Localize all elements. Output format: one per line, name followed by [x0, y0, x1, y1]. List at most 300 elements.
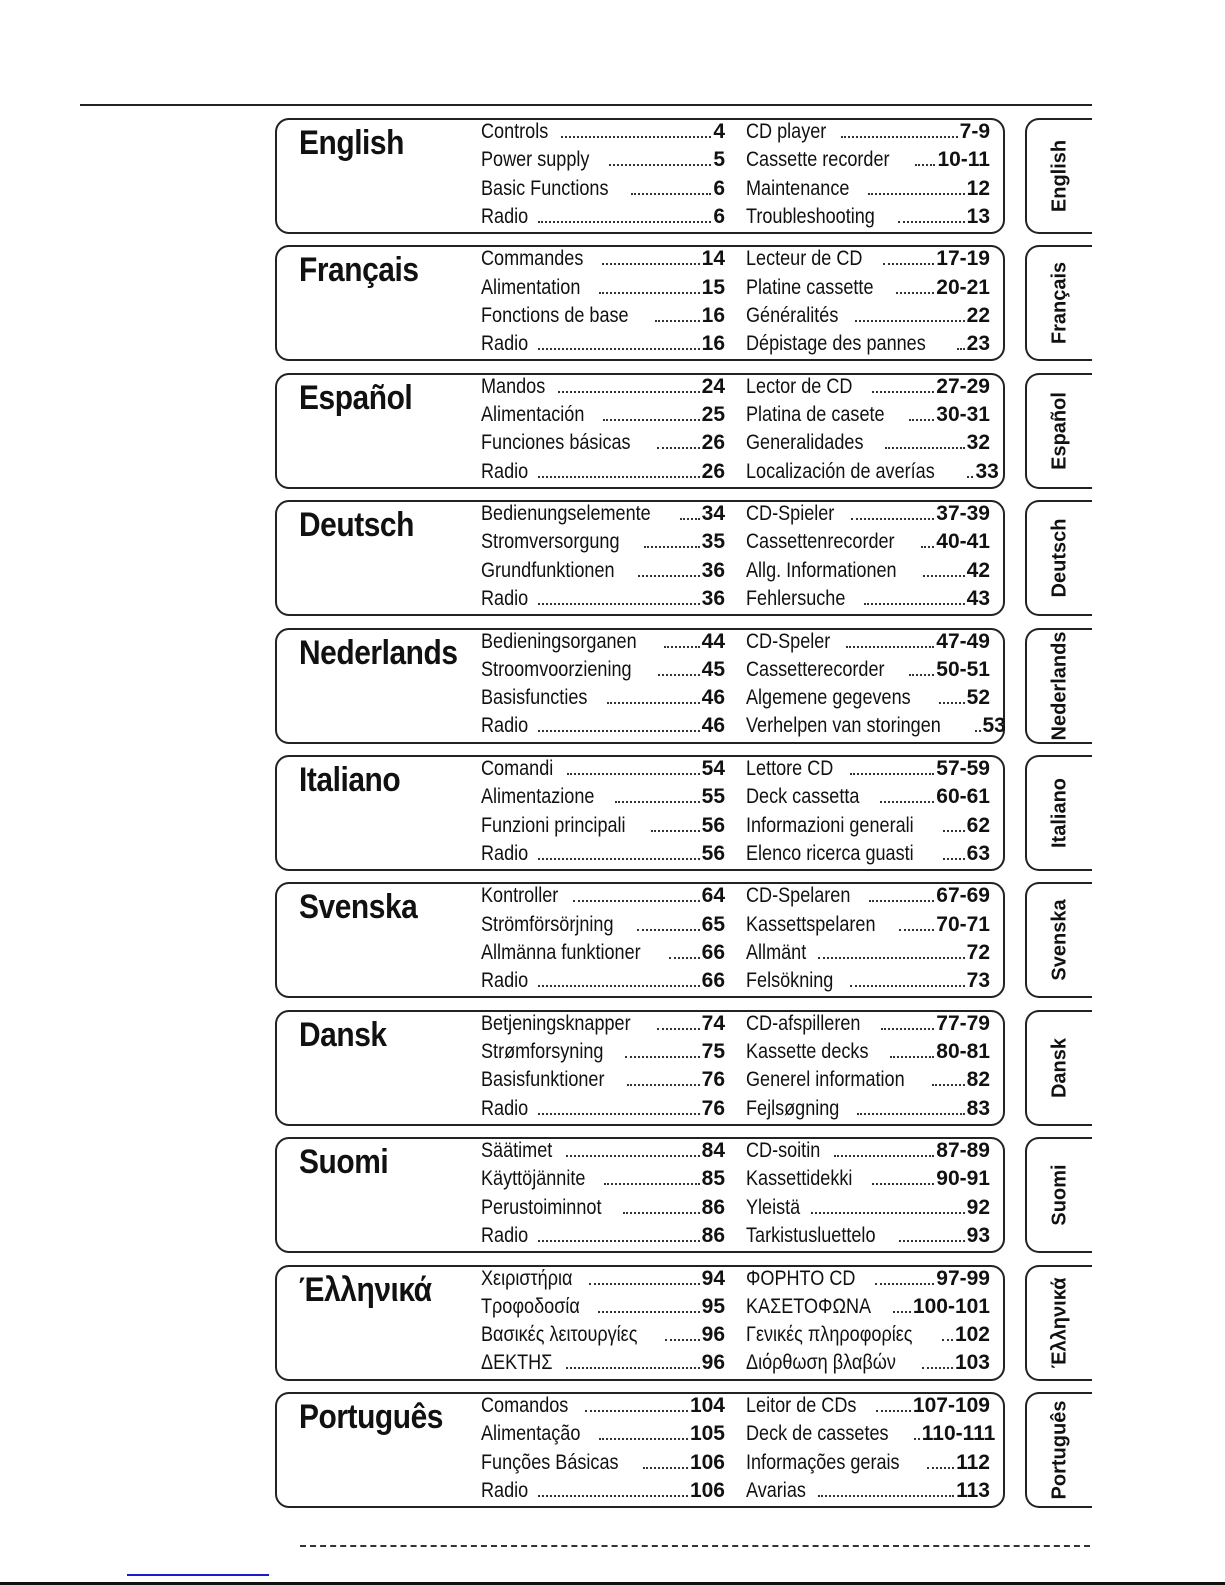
entry-page: 45	[701, 657, 725, 681]
toc-entry	[481, 177, 725, 205]
language-title: Português	[299, 1398, 443, 1436]
language-section	[275, 500, 1005, 616]
language-title: Dansk	[299, 1015, 387, 1054]
dot-leader	[604, 1183, 699, 1185]
tab-label: Italiano	[1048, 777, 1070, 849]
language-thumb-tab	[1025, 245, 1092, 361]
toc-column	[481, 502, 725, 615]
toc-entry	[481, 247, 725, 275]
toc-entry	[746, 459, 999, 488]
entry-page: 12	[966, 176, 990, 200]
dot-leader	[864, 603, 965, 605]
dot-leader	[942, 1339, 953, 1341]
entry-page: 72	[966, 940, 990, 964]
dot-leader	[599, 1438, 688, 1440]
entry-label: Allmänt	[746, 940, 807, 964]
language-section	[275, 1265, 1005, 1381]
toc-entry	[481, 304, 725, 332]
tab-label: Deutsch	[1048, 518, 1070, 598]
toc-entry	[746, 658, 990, 686]
tab-label: English	[1048, 139, 1070, 213]
dot-leader	[927, 1467, 955, 1469]
toc-entry	[746, 1394, 990, 1422]
dot-leader	[538, 348, 700, 350]
entry-page: 104	[689, 1394, 725, 1417]
dot-leader	[915, 164, 936, 166]
language-title: English	[299, 124, 404, 162]
entry-label: Radio	[481, 1478, 529, 1502]
toc-column	[746, 1139, 990, 1252]
toc-entry	[746, 686, 990, 714]
dot-leader	[967, 476, 973, 478]
entry-page: 100-101	[912, 1294, 990, 1318]
entry-label: Yleistä	[746, 1195, 801, 1219]
entry-label: Generel information	[746, 1068, 905, 1092]
entry-label: Cassettenrecorder	[746, 530, 895, 554]
toc-entry	[481, 403, 725, 431]
top-rule	[80, 104, 1092, 106]
entry-page: 30-31	[936, 403, 990, 427]
entry-label: Strömförsörjning	[481, 912, 614, 936]
entry-page: 24	[701, 374, 725, 398]
toc-entry	[481, 686, 725, 714]
dot-leader	[914, 1438, 920, 1440]
dot-leader	[561, 136, 711, 138]
toc-entry	[746, 148, 990, 176]
entry-label: Stromversorgung	[481, 530, 620, 554]
entry-label: CD-Speler	[746, 629, 831, 653]
toc-entry	[746, 1479, 990, 1507]
dot-leader	[909, 419, 934, 421]
entry-page: 95	[701, 1294, 725, 1318]
entry-label: Γενικές πληροφορίες	[746, 1323, 913, 1347]
dot-leader	[655, 320, 700, 322]
dot-leader	[857, 1113, 965, 1115]
entry-label: Funzioni principali	[481, 813, 626, 837]
toc-entry	[746, 1351, 990, 1379]
dot-leader	[538, 221, 711, 223]
toc-entry	[481, 530, 725, 558]
dot-leader	[975, 730, 981, 732]
dot-leader	[567, 773, 700, 775]
entry-label: Fejlsøgning	[746, 1096, 840, 1120]
entry-label: Kassettspelaren	[746, 912, 876, 936]
dot-leader	[899, 929, 935, 931]
dot-leader	[841, 136, 957, 138]
entry-page: 13	[966, 204, 990, 228]
toc-entry	[746, 276, 990, 304]
toc-entry	[746, 431, 990, 459]
entry-label: Comandos	[481, 1394, 569, 1417]
entry-page: 43	[966, 587, 990, 611]
entry-label: Elenco ricerca guasti	[746, 841, 914, 865]
toc-entry	[481, 913, 725, 941]
dot-leader	[566, 1155, 700, 1157]
toc-entry	[481, 969, 725, 997]
toc-entry	[746, 1167, 990, 1195]
entry-page: 27-29	[936, 374, 990, 398]
dot-leader	[855, 320, 964, 322]
toc-entry	[746, 1139, 990, 1167]
toc-column	[481, 247, 725, 360]
entry-page: 76	[701, 1068, 725, 1092]
entry-page: 26	[701, 459, 725, 483]
entry-page: 54	[701, 757, 725, 780]
language-thumb-tab	[1025, 373, 1092, 489]
entry-page: 14	[701, 247, 725, 271]
toc-entry	[481, 502, 725, 530]
entry-page: 73	[966, 969, 990, 993]
entry-page: 52	[966, 686, 990, 710]
entry-label: Leitor de CDs	[746, 1394, 857, 1417]
toc-entry	[481, 1196, 725, 1224]
entry-page: 84	[701, 1139, 725, 1163]
dot-leader	[872, 1183, 935, 1185]
dot-leader	[573, 900, 700, 902]
toc-entry	[481, 332, 725, 360]
entry-page: 112	[956, 1450, 990, 1474]
toc-entry	[746, 332, 990, 360]
entry-label: Lecteur de CD	[746, 247, 863, 271]
entry-page: 64	[701, 884, 725, 908]
dot-leader	[657, 1028, 700, 1030]
entry-label: Platine cassette	[746, 275, 874, 299]
entry-label: Radio	[481, 587, 529, 611]
dot-leader	[658, 674, 700, 676]
toc-entry	[481, 785, 725, 813]
dot-leader	[893, 1311, 911, 1313]
entry-label: ΦΟΡΗΤΟ CD	[746, 1266, 856, 1290]
dot-leader	[603, 419, 699, 421]
toc-column	[746, 502, 990, 615]
entry-label: Généralités	[746, 303, 839, 327]
entry-page: 62	[966, 813, 990, 837]
entry-label: Commandes	[481, 247, 584, 271]
entry-page: 75	[701, 1040, 725, 1064]
entry-label: Radio	[481, 841, 529, 865]
entry-label: Cassetterecorder	[746, 657, 885, 681]
dot-leader	[615, 801, 700, 803]
language-thumb-tab	[1025, 1010, 1092, 1126]
entry-label: Χειριστήρια	[481, 1266, 573, 1290]
entry-page: 93	[966, 1224, 990, 1248]
entry-label: Alimentazione	[481, 785, 595, 809]
toc-entry	[481, 375, 725, 403]
entry-page: 74	[701, 1011, 725, 1035]
language-section	[275, 118, 1005, 234]
toc-entry	[746, 714, 1006, 742]
entry-label: Käyttöjännite	[481, 1167, 586, 1191]
toc-entry	[746, 969, 990, 997]
entry-label: Stroomvoorziening	[481, 657, 632, 681]
toc-entry	[481, 1394, 725, 1422]
dot-leader	[607, 702, 700, 704]
dot-leader	[869, 900, 934, 902]
dot-leader	[923, 575, 965, 577]
toc-entry	[746, 530, 990, 558]
dot-leader	[599, 292, 700, 294]
dot-leader	[881, 1028, 934, 1030]
dot-leader	[880, 801, 934, 803]
dot-leader	[898, 221, 965, 223]
toc-entry	[746, 1040, 990, 1068]
entry-label: Betjeningsknapper	[481, 1011, 631, 1035]
dot-leader	[623, 1212, 700, 1214]
language-section	[275, 755, 1005, 871]
toc-entry	[481, 658, 725, 686]
toc-entry	[746, 1295, 990, 1323]
entry-label: Τροφοδοσία	[481, 1294, 580, 1318]
entry-page: 67-69	[936, 884, 990, 908]
toc-column	[481, 630, 725, 743]
entry-page: 46	[701, 714, 725, 738]
dot-leader	[665, 1339, 700, 1341]
entry-page: 33	[975, 459, 999, 483]
dot-leader	[834, 1155, 934, 1157]
language-section	[275, 245, 1005, 361]
toc-entry	[481, 814, 725, 842]
toc-entry	[746, 1012, 990, 1040]
tab-label: Dansk	[1048, 1037, 1070, 1098]
entry-label: Basisfuncties	[481, 686, 588, 710]
toc-entry	[481, 1068, 725, 1096]
toc-column	[481, 375, 725, 488]
toc-entry	[481, 1267, 725, 1295]
entry-label: Felsökning	[746, 969, 834, 993]
entry-page: 86	[701, 1224, 725, 1248]
entry-label: Kassettidekki	[746, 1167, 853, 1191]
toc-column	[746, 1012, 990, 1125]
toc-entry	[746, 913, 990, 941]
entry-page: 96	[701, 1351, 725, 1375]
entry-label: Fehlersuche	[746, 587, 846, 611]
entry-page: 7-9	[959, 120, 990, 143]
dot-leader	[538, 603, 700, 605]
entry-page: 50-51	[936, 657, 990, 681]
toc-entry	[481, 276, 725, 304]
toc-entry	[746, 1196, 990, 1224]
toc-entry	[481, 1351, 725, 1379]
entry-page: 107-109	[912, 1394, 990, 1417]
dot-leader	[669, 957, 700, 959]
entry-label: Deck de cassetes	[746, 1422, 889, 1446]
toc-column	[481, 120, 725, 233]
entry-label: Radio	[481, 1224, 529, 1248]
dot-leader	[680, 518, 699, 520]
entry-page: 6	[713, 176, 725, 200]
dot-leader	[585, 1410, 688, 1412]
toc-entry	[746, 785, 990, 813]
dot-leader	[811, 1212, 965, 1214]
entry-page: 22	[966, 303, 990, 327]
entry-label: Alimentação	[481, 1422, 581, 1446]
language-title: Français	[299, 251, 419, 290]
toc-entry	[746, 205, 990, 233]
dot-leader	[875, 1283, 934, 1285]
entry-page: 35	[701, 530, 725, 554]
dot-leader	[922, 1367, 953, 1369]
language-thumb-tab	[1025, 882, 1092, 998]
toc-entry	[481, 1422, 725, 1450]
toc-entry	[746, 375, 990, 403]
language-title: Español	[299, 378, 413, 417]
dot-leader	[609, 164, 711, 166]
toc-entry	[746, 247, 990, 275]
dot-leader	[896, 292, 934, 294]
entry-label: Troubleshooting	[746, 204, 875, 228]
entry-label: Radio	[481, 332, 529, 356]
entry-label: Mandos	[481, 374, 546, 398]
dot-leader	[885, 447, 965, 449]
entry-page: 40-41	[936, 530, 990, 554]
entry-page: 106	[689, 1478, 725, 1502]
dot-leader	[538, 730, 700, 732]
entry-page: 83	[966, 1096, 990, 1120]
entry-label: Alimentation	[481, 275, 581, 299]
toc-entry	[481, 1012, 725, 1040]
entry-label: CD-soitin	[746, 1139, 821, 1163]
dot-leader	[818, 957, 965, 959]
language-thumb-tab	[1025, 628, 1092, 744]
language-title: Deutsch	[299, 506, 414, 545]
entry-label: Dépistage des pannes	[746, 332, 926, 356]
entry-label: Generalidades	[746, 431, 864, 455]
dot-leader	[538, 858, 700, 860]
entry-page: 103	[954, 1351, 990, 1375]
language-section	[275, 1392, 1005, 1508]
toc-column	[746, 1267, 990, 1380]
entry-label: Verhelpen van storingen	[746, 714, 941, 738]
entry-page: 87-89	[936, 1139, 990, 1163]
toc-column	[481, 1012, 725, 1125]
language-title: Nederlands	[299, 633, 458, 672]
entry-page: 77-79	[936, 1011, 990, 1035]
language-title: Italiano	[299, 761, 401, 799]
dot-leader	[638, 575, 699, 577]
dot-leader	[538, 1495, 688, 1497]
entry-page: 96	[701, 1323, 725, 1347]
tab-label: Svenska	[1048, 899, 1070, 981]
entry-label: Maintenance	[746, 176, 850, 200]
dot-leader	[909, 674, 934, 676]
toc-column	[481, 884, 725, 997]
dot-leader	[538, 985, 700, 987]
toc-column	[481, 1139, 725, 1252]
language-title: Svenska	[299, 888, 418, 927]
language-thumb-tab	[1025, 118, 1092, 234]
tab-label: Suomi	[1048, 1164, 1070, 1226]
entry-label: Allmänna funktioner	[481, 940, 641, 964]
toc-entry	[481, 1040, 725, 1068]
dot-leader	[868, 193, 964, 195]
toc-entry	[481, 714, 725, 742]
entry-page: 5	[713, 148, 725, 172]
entry-label: Fonctions de base	[481, 303, 629, 327]
tab-label: Português	[1048, 1400, 1070, 1500]
entry-label: CD-Spieler	[746, 502, 835, 526]
dot-leader	[943, 858, 965, 860]
entry-label: Tarkistusluettelo	[746, 1224, 876, 1248]
toc-entry	[746, 814, 990, 842]
tab-label: Nederlands	[1048, 631, 1070, 741]
dot-leader	[890, 1056, 934, 1058]
entry-page: 32	[966, 431, 990, 455]
toc-entry	[746, 1422, 996, 1450]
entry-label: Grundfunktionen	[481, 558, 615, 582]
dot-leader	[883, 263, 934, 265]
language-title: Έλληνικά	[299, 1270, 432, 1309]
entry-label: CD-afspilleren	[746, 1011, 861, 1035]
dot-leader	[651, 830, 700, 832]
toc-column	[746, 884, 990, 997]
entry-label: Comandi	[481, 757, 554, 780]
language-section	[275, 1010, 1005, 1126]
toc-entry	[746, 630, 990, 658]
entry-label: Basic Functions	[481, 176, 609, 200]
toc-entry	[746, 559, 990, 587]
dot-leader	[637, 929, 700, 931]
dot-leader	[538, 1240, 700, 1242]
dot-leader	[850, 985, 965, 987]
toc-entry	[746, 884, 990, 912]
entry-label: Radio	[481, 714, 529, 738]
entry-label: Διόρθωση βλαβών	[746, 1351, 896, 1375]
entry-page: 60-61	[936, 785, 990, 809]
dot-leader	[643, 1467, 688, 1469]
language-thumb-tab	[1025, 500, 1092, 616]
toc-entry	[746, 120, 990, 148]
toc-entry	[746, 1097, 990, 1125]
dot-leader	[538, 476, 700, 478]
language-section	[275, 373, 1005, 489]
toc-entry	[481, 884, 725, 912]
entry-label: ΔΕΚΤΗΣ	[481, 1351, 553, 1375]
toc-entry	[481, 120, 725, 148]
toc-entry	[481, 1479, 725, 1507]
dot-leader	[943, 830, 965, 832]
toc-entry	[746, 1267, 990, 1295]
entry-page: 4	[713, 120, 725, 143]
entry-label: Radio	[481, 969, 529, 993]
toc-entry	[481, 1295, 725, 1323]
toc-entry	[481, 1097, 725, 1125]
entry-page: 56	[701, 841, 725, 865]
entry-page: 53	[982, 714, 1006, 738]
toc-column	[746, 757, 990, 870]
toc-entry	[746, 941, 990, 969]
tab-label: Español	[1048, 391, 1070, 470]
entry-page: 70-71	[936, 912, 990, 936]
toc-entry	[746, 502, 990, 530]
dot-leader	[850, 773, 935, 775]
entry-page: 47-49	[936, 629, 990, 653]
entry-label: Controls	[481, 120, 549, 143]
dot-leader	[818, 1495, 954, 1497]
dot-leader	[558, 391, 700, 393]
toc-entry	[481, 1451, 725, 1479]
entry-page: 82	[966, 1068, 990, 1092]
entry-page: 56	[701, 813, 725, 837]
entry-label: Localización de averías	[746, 459, 935, 483]
entry-label: CD-Spelaren	[746, 884, 851, 908]
dot-leader	[631, 193, 711, 195]
dot-leader	[664, 646, 700, 648]
entry-page: 15	[701, 275, 725, 299]
language-thumb-tab	[1025, 755, 1092, 871]
entry-page: 44	[701, 629, 725, 653]
toc-entry	[481, 559, 725, 587]
tab-label: Français	[1048, 262, 1070, 345]
